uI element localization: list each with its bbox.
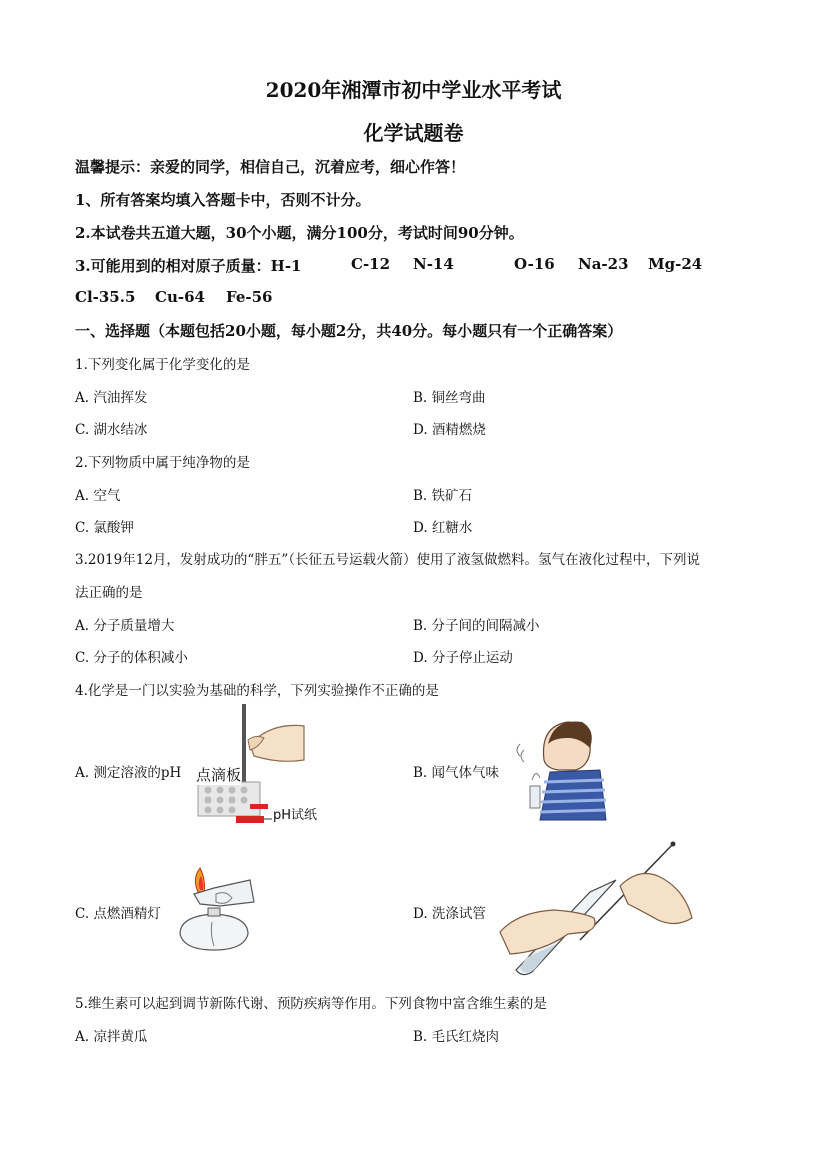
ph-plate-label: 点滴板 [196, 766, 242, 784]
q4-option-d: D. 洗涤试管 [413, 906, 486, 922]
note-1: 1、所有答案均填入答题卡中，否则不计分。 [75, 191, 371, 209]
q2-option-c: C. 氯酸钾 [75, 520, 134, 536]
q2-option-b: B. 铁矿石 [413, 488, 473, 504]
note-3-label: 3.可能用到的相对原子质量：H-1 [75, 257, 302, 275]
q1-option-d: D. 酒精燃烧 [413, 422, 486, 438]
exam-subtitle: 化学试题卷 [363, 121, 464, 145]
mass-na: Na-23 [578, 255, 629, 273]
q3-option-d: D. 分子停止运动 [413, 650, 513, 666]
q3-option-b: B. 分子间的间隔减小 [413, 618, 540, 634]
q4-option-a: A. 测定溶液的pH [75, 765, 182, 781]
exam-title: 2020年湘潭市初中学业水平考试 [265, 78, 562, 102]
q5-option-a: A. 凉拌黄瓜 [75, 1029, 148, 1045]
mass-c: C-12 [351, 255, 391, 273]
q4-option-b: B. 闻气体气味 [413, 765, 500, 781]
q2-option-d: D. 红糖水 [413, 520, 473, 536]
question-1-stem: 1.下列变化属于化学变化的是 [75, 357, 250, 373]
mass-fe: Fe-56 [226, 288, 273, 306]
q1-option-a: A. 汽油挥发 [75, 390, 148, 406]
mass-cl: Cl-35.5 [75, 288, 136, 306]
section-heading: 一、选择题（本题包括20小题，每小题2分，共40分。每小题只有一个正确答案） [75, 322, 623, 340]
question-5-stem: 5.维生素可以起到调节新陈代谢、预防疾病等作用。下列食物中富含维生素的是 [75, 996, 547, 1012]
q1-option-c: C. 湖水结冰 [75, 422, 148, 438]
wash-tube-figure [498, 840, 694, 980]
mass-o: O-16 [514, 255, 555, 273]
question-2-stem: 2.下列物质中属于纯净物的是 [75, 455, 250, 471]
mass-n: N-14 [413, 255, 454, 273]
smell-gas-figure [510, 716, 610, 820]
alcohol-lamp-figure [170, 862, 262, 954]
q2-option-a: A. 空气 [75, 488, 121, 504]
q3-option-c: C. 分子的体积减小 [75, 650, 188, 666]
q5-option-b: B. 毛氏红烧肉 [413, 1029, 500, 1045]
ph-paper-label: pH试纸 [273, 808, 318, 823]
question-4-stem: 4.化学是一门以实验为基础的科学，下列实验操作不正确的是 [75, 683, 439, 699]
question-3-stem-line1: 3.2019年12月，发射成功的“胖五”（长征五号运载火箭）使用了液氢做燃料。氢气在液化过程中，下列说 [75, 552, 700, 568]
tip-line: 温馨提示：亲爱的同学，相信自己，沉着应考，细心作答！ [75, 158, 466, 176]
q4-option-c: C. 点燃酒精灯 [75, 906, 161, 922]
question-3-stem-line2: 法正确的是 [75, 585, 143, 601]
mass-mg: Mg-24 [648, 255, 703, 273]
q3-option-a: A. 分子质量增大 [75, 618, 175, 634]
q1-option-b: B. 铜丝弯曲 [413, 390, 486, 406]
note-2: 2.本试卷共五道大题，30个小题，满分100分，考试时间90分钟。 [75, 224, 524, 242]
mass-cu: Cu-64 [155, 288, 205, 306]
